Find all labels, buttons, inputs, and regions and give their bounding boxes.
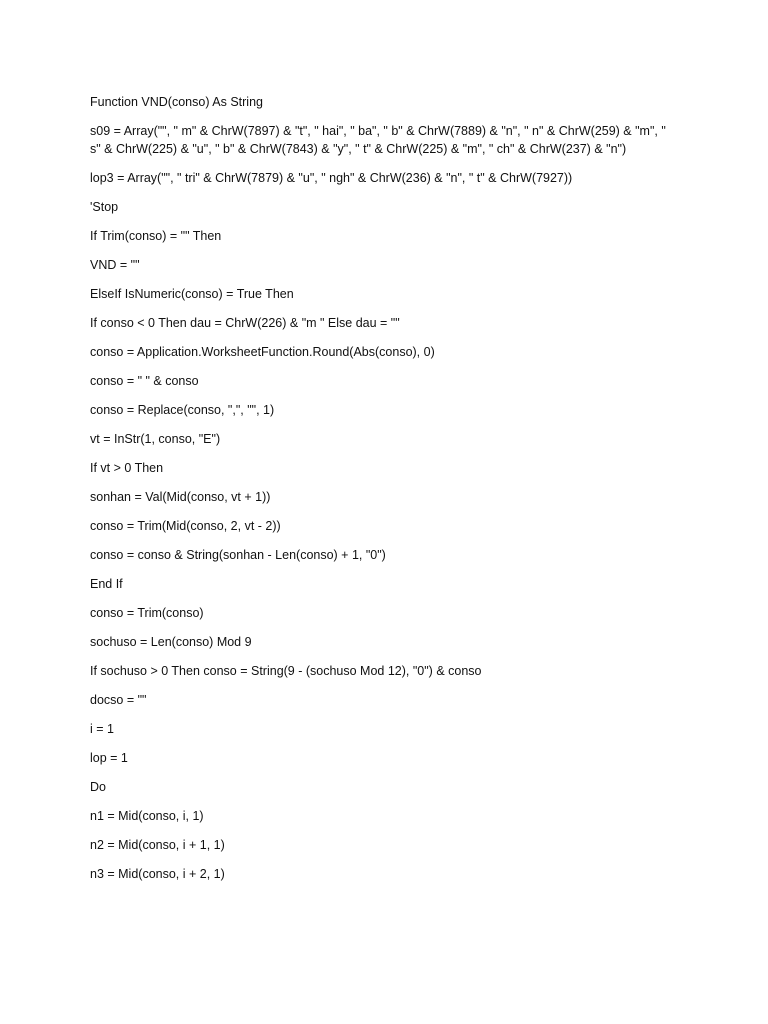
code-line: lop = 1 [90, 751, 128, 765]
code-line: VND = "" [90, 258, 140, 272]
code-line: conso = " " & conso [90, 374, 199, 388]
s09-array-line: s09 = Array("", " m" & ChrW(7897) & "t", " hai", " ba", " b" & ChrW(7889) & "n", " n" & ChrW(259) & "m", " s" & ChrW(225) & "u", " b" & ChrW(7843) & "y", " t" & ChrW(225) & "m", " ch" & ChrW(237) & "n") [90, 124, 670, 156]
code-line: conso = Application.WorksheetFunction.Round(Abs(conso), 0) [90, 345, 435, 359]
code-line: n1 = Mid(conso, i, 1) [90, 809, 204, 823]
code-line: If sochuso > 0 Then conso = String(9 - (sochuso Mod 12), "0") & conso [90, 664, 482, 678]
code-line: If conso < 0 Then dau = ChrW(226) & "m " Else dau = "" [90, 316, 400, 330]
code-line: End If [90, 577, 123, 591]
code-line: vt = InStr(1, conso, "E") [90, 432, 221, 446]
code-line: i = 1 [90, 722, 114, 736]
code-line: conso = Trim(conso) [90, 606, 204, 620]
code-line: conso = Trim(Mid(conso, 2, vt - 2)) [90, 519, 281, 533]
code-line: docso = "" [90, 693, 147, 707]
code-line: n2 = Mid(conso, i + 1, 1) [90, 838, 225, 852]
comment-line: 'Stop [90, 200, 119, 214]
code-text-body [90, 93, 670, 894]
code-line: sonhan = Val(Mid(conso, vt + 1)) [90, 490, 271, 504]
code-line: n3 = Mid(conso, i + 2, 1) [90, 867, 225, 881]
code-line: Do [90, 780, 106, 794]
code-line: If Trim(conso) = "" Then [90, 229, 222, 243]
code-line: If vt > 0 Then [90, 461, 164, 475]
code-line: conso = Replace(conso, ",", "", 1) [90, 403, 275, 417]
code-line: sochuso = Len(conso) Mod 9 [90, 635, 252, 649]
function-declaration-line: Function VND(conso) As String [90, 95, 263, 109]
lop3-array-line: lop3 = Array("", " tri" & ChrW(7879) & "u", " ngh" & ChrW(236) & "n", " t" & ChrW(7927)) [90, 171, 573, 185]
code-line: conso = conso & String(sonhan - Len(conso) + 1, "0") [90, 548, 386, 562]
code-line: ElseIf IsNumeric(conso) = True Then [90, 287, 294, 301]
